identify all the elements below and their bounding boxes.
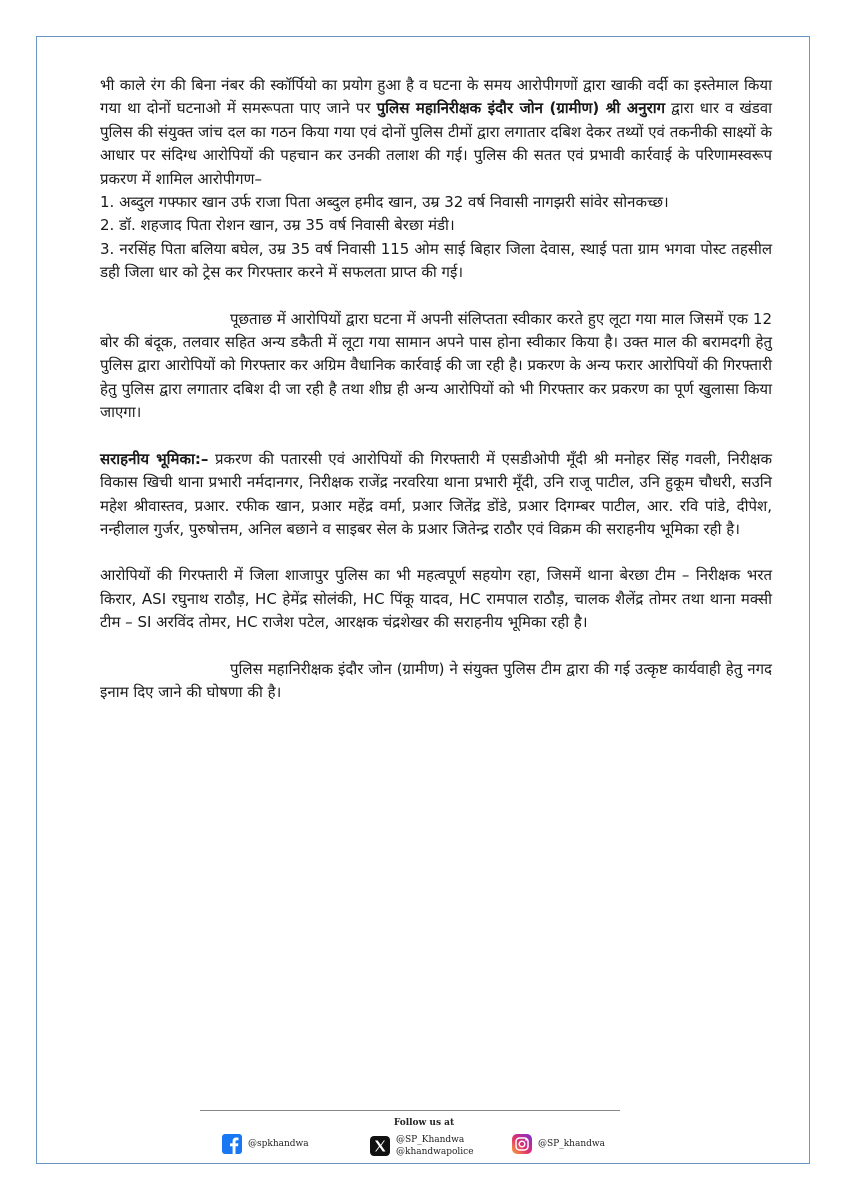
x-handle-secondary: @khandwapolice bbox=[396, 1147, 474, 1157]
accused-item-1: 1. अब्दुल गफ्फार खान उर्फ राजा पिता अब्दुल हमीद खान, उम्र 32 वर्ष निवासी नागझरी सांवेर सोनकच्छ। bbox=[100, 193, 669, 212]
commendable-role-text: प्रकरण की पतारसी एवं आरोपियों की गिरफ्तारी में एसडीओपी मूँदी श्री मनोहर सिंह गवली, निरीक्षक विकास खिची थाना प्रभारी नर्मदानगर, निरीक्षक राजेंद्र नरवरिया थाना प्रभारी मूँदी, उनि राजू पाटील, उनि हुकूम चौधरी, सउनि महेश श्रीवास्तव, प्रआर. रफीक खान, प्रआर महेंद्र वर्मा, प्रआर जितेंद्र डोंडे, प्रआर दिगम्बर पाटील, आर. रवि पांडे, दीपेश, नन्हीलाल गुर्जर, पुरुषोत्तम, अनिल बछाने व साइबर सेल के प्रआर जितेन्द्र राठौर एवं विक्रम की सराहनीय भूमिका रही है। bbox=[100, 449, 772, 538]
p1-text-a: भी काले रंग की बिना नंबर की स्कॉर्पियो का प्रयोग हुआ है व घटना के समय आरोपीगणों द्वारा खाकी वर्दी का इस्तेमाल किया गया था दोनों घटनाओ में समरूपता पाए जाने पर bbox=[100, 76, 772, 118]
p1-text-b: द्वारा धार व खंडवा पुलिस की संयुक्त जांच दल का गठन किया गया एवं दोनों पुलिस टीमों द्वारा लगातार दबिश देकर तथ्यों एवं तकनीकी साक्ष्यों के आधार पर संदिग्ध आरोपियों की पहचान कर उनकी तलाश की गई। पुलिस की सतत एवं प्रभावी कार्रवाई के परिणामस्वरूप प्रकरण में शामिल आरोपीगण– bbox=[100, 99, 773, 188]
press-release-body bbox=[100, 74, 772, 704]
facebook-icon bbox=[222, 1134, 242, 1154]
accused-item-3: 3. नरसिंह पिता बलिया बघेल, उम्र 35 वर्ष निवासी 115 ओम साई बिहार जिला देवास, स्थाई पता ग्राम भगवा पोस्ट तहसील डही जिला धार को ट्रेस कर गिरफ्तार करने में सफलता प्राप्त की गई। bbox=[100, 239, 772, 282]
accused-item-2: 2. डॉ. शहजाद पिता रोशन खान, उम्र 35 वर्ष निवासी बेरछा मंडी। bbox=[100, 216, 455, 235]
facebook-handle: @spkhandwa bbox=[248, 1139, 309, 1149]
instagram-handle: @SP_khandwa bbox=[538, 1139, 605, 1149]
instagram-link[interactable] bbox=[512, 1134, 605, 1154]
paragraph-commendable-role bbox=[100, 448, 772, 542]
footer-divider bbox=[200, 1110, 620, 1111]
ig-name-bold: पुलिस महानिरीक्षक इंदौर जोन (ग्रामीण) श्री अनुराग bbox=[376, 99, 666, 118]
x-handle-primary: @SP_Khandwa bbox=[396, 1135, 465, 1145]
x-link[interactable] bbox=[370, 1134, 474, 1158]
paragraph-reward: पुलिस महानिरीक्षक इंदौर जोन (ग्रामीण) ने संयुक्त पुलिस टीम द्वारा की गई उत्कृष्ट कार्यवाही हेतु नगद इनाम दिए जाने की घोषणा की है। bbox=[100, 659, 772, 701]
follow-us-label: Follow us at bbox=[393, 1118, 455, 1128]
x-logo-icon bbox=[370, 1136, 390, 1156]
instagram-icon bbox=[512, 1134, 532, 1154]
paragraph-investigation bbox=[100, 74, 772, 191]
paragraph-interrogation: पूछताछ में आरोपियों द्वारा घटना में अपनी संलिप्तता स्वीकार करते हुए लूटा गया माल जिसमें एक 12 बोर की बंदूक, तलवार सहित अन्य डकैती में लूटा गया सामान अपने पास होना स्वीकार किया है। उक्त माल की बरामदगी हेतु पुलिस द्वारा आरोपियों को गिरफ्तार कर अग्रिम वैधानिक कार्रवाई की जा रही है। प्रकरण के अन्य फरार आरोपियों की गिरफ्तारी हेतु पुलिस द्वारा लगातार दबिश दी जा रही है तथा शीघ्र ही अन्य आरोपियों को भी गिरफ्तार कर प्रकरण का पूर्ण खुलासा किया जाएगा। bbox=[100, 309, 772, 422]
facebook-link[interactable] bbox=[222, 1134, 309, 1154]
commendable-role-heading: सराहनीय भूमिका:– bbox=[100, 449, 209, 468]
paragraph-shajapur-support: आरोपियों की गिरफ्तारी में जिला शाजापुर पुलिस का भी महत्वपूर्ण सहयोग रहा, जिसमें थाना बेरछा टीम – निरीक्षक भरत किरार, ASI रघुनाथ राठौड़, HC हेमेंद्र सोलंकी, HC पिंकू यादव, HC रामपाल राठौड़, चालक शैलेंद्र तोमर तथा थाना मक्सी टीम – SI अरविंद तोमर, HC राजेश पटेल, आरक्षक चंद्रशेखर की सराहनीय भूमिका रही है। bbox=[100, 566, 772, 632]
